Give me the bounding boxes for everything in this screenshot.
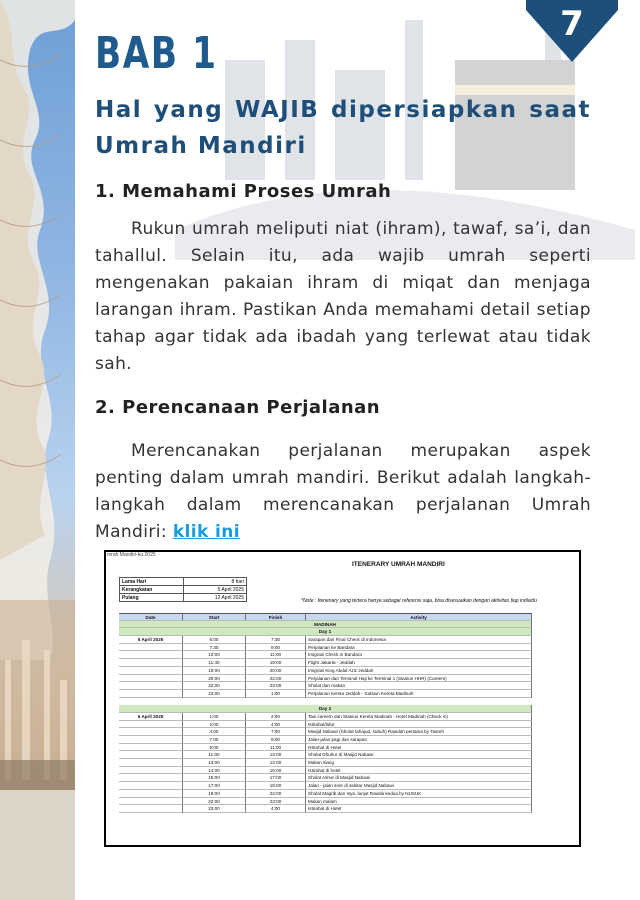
cell-date [119, 751, 183, 759]
trip-summary-value: 12 April 2025 [184, 594, 247, 602]
cell-start: 4:00 [183, 728, 246, 736]
cell-finish: 23:00 [246, 798, 306, 806]
table-header-row [119, 613, 532, 621]
section-1-body [95, 216, 591, 378]
table-row [119, 744, 532, 752]
cell-finish: 22:00 [246, 675, 306, 683]
cell-activity: Imigrasi King Abdul Aziz Jeddah [306, 667, 532, 675]
table-row [119, 790, 532, 798]
table-row [119, 805, 532, 813]
cell-date [119, 790, 183, 798]
cell-activity: Istirahat di Hotel [306, 744, 532, 752]
section-2-body [95, 438, 591, 546]
cell-activity: Sholat dan makan [306, 682, 532, 690]
cell-start: 23:00 [183, 690, 246, 698]
cell-date [119, 744, 183, 752]
cell-date [119, 767, 183, 775]
cell-date [119, 759, 183, 767]
page-heading: Hal yang WAJIB dipersiapkan saat Umrah Mandiri [95, 97, 591, 159]
table-row [119, 767, 532, 775]
cell-finish: 15:00 [246, 767, 306, 775]
cell-finish: 11:00 [246, 744, 306, 752]
cell-date [119, 644, 183, 652]
spreadsheet-title: ITENERARY UMRAH MANDIRI [352, 561, 445, 568]
cell-date: 6 April 2025 [119, 713, 183, 721]
cell-finish: 1:00 [246, 690, 306, 698]
day-label: Day 2 [119, 705, 532, 713]
cell-date [119, 782, 183, 790]
header-activity: Activity [306, 614, 532, 621]
cell-activity: Istirahat di hotel [306, 767, 532, 775]
cell-date: 5 April 2025 [119, 636, 183, 644]
section-2-title: 2. Perencanaan Perjalanan [95, 397, 381, 418]
cell-start: 18:00 [183, 790, 246, 798]
city-row [119, 621, 532, 629]
table-row [119, 644, 532, 652]
cell-date [119, 721, 183, 729]
table-row [119, 667, 532, 675]
trip-summary-row [120, 594, 247, 602]
trip-summary-value: 8 hari [184, 578, 247, 586]
cell-start: 10:00 [183, 651, 246, 659]
cell-finish: 20:00 [246, 667, 306, 675]
city-label: MADINAH [119, 621, 532, 629]
decorative-photo-strip [0, 0, 75, 900]
cell-start: 7:30 [183, 644, 246, 652]
trip-summary-value: 5 April 2025 [184, 586, 247, 594]
table-row [119, 690, 532, 698]
cell-finish: 9:00 [246, 736, 306, 744]
cell-activity: Perjalanan kereta Jeddah - Satsiun Kereta Madinah [306, 690, 532, 698]
trip-summary-row [120, 586, 247, 594]
table-spacer [119, 698, 532, 706]
cell-activity: Sholat Ashar di Masjid Nabawi [306, 774, 532, 782]
cell-finish: 7:30 [246, 636, 306, 644]
chapter-title: BAB 1 [95, 28, 218, 79]
cell-start: 7:00 [183, 736, 246, 744]
table-row [119, 728, 532, 736]
cell-activity: Makan siang [306, 759, 532, 767]
header-date: Date [119, 614, 183, 621]
spreadsheet-note: *Note : Itenenary yang tertera hanya sebagai referensi saja, bisa disesuaikan dengan aktivitas tiap individu [301, 598, 537, 604]
cell-finish: 9:00 [246, 644, 306, 652]
table-row [119, 651, 532, 659]
cell-activity: Sholat Dhuhur di Masjid Nabawi [306, 751, 532, 759]
cell-date [119, 798, 183, 806]
trip-summary-row [120, 578, 247, 586]
itinerary-link[interactable]: klik ini [172, 522, 240, 542]
cell-date [119, 736, 183, 744]
table-row [119, 721, 532, 729]
cell-activity: Makan malam [306, 798, 532, 806]
header-finish: Finish [246, 614, 306, 621]
page-number-badge [526, 0, 618, 62]
table-row [119, 682, 532, 690]
table-row [119, 751, 532, 759]
table-row [119, 774, 532, 782]
cell-date [119, 774, 183, 782]
cell-finish: 14:00 [246, 759, 306, 767]
cell-start: 2:00 [183, 721, 246, 729]
cell-finish: 23:00 [246, 682, 306, 690]
cell-finish: 17:00 [246, 774, 306, 782]
cell-finish: 4:00 [246, 721, 306, 729]
cell-finish: 18:00 [246, 782, 306, 790]
cell-date [119, 682, 183, 690]
itinerary-spreadsheet [104, 550, 581, 847]
day-row [119, 628, 532, 636]
table-row [119, 659, 532, 667]
cell-date [119, 728, 183, 736]
day-row [119, 705, 532, 713]
cell-start: 20:00 [183, 675, 246, 683]
cell-date [119, 659, 183, 667]
cell-activity: Flight Jakarta - Jeddah [306, 659, 532, 667]
trip-summary-key: Lama Hari [120, 578, 184, 586]
cell-finish: 22:00 [246, 790, 306, 798]
cell-start: 6:00 [183, 636, 246, 644]
spreadsheet-corner-label: mrah Mandiri-ku 2025 [107, 552, 156, 558]
section-2-text: Merencanakan perjalanan merupakan aspek penting dalam umrah mandiri. Berikut adalah langkah-langkah dalam merencanakan perjalanan Umrah Mandiri: [95, 441, 591, 542]
cell-start: 17:00 [183, 782, 246, 790]
cell-finish: 7:00 [246, 728, 306, 736]
cell-activity: Taxi careem dan Stasiun Kereta Madinah - Hotel Madinah (Check in) [306, 713, 532, 721]
page-number: 7 [560, 4, 584, 44]
cell-finish: 2:00 [246, 713, 306, 721]
table-row [119, 759, 532, 767]
cell-activity: Jalan - jalan sore di sekitar Masjid Nabawi [306, 782, 532, 790]
itinerary-table [119, 613, 532, 813]
trip-summary-table [119, 577, 247, 602]
header-start: Start [183, 614, 246, 621]
cell-finish: 4:00 [246, 805, 306, 813]
table-row [119, 798, 532, 806]
cell-start: 1:00 [183, 713, 246, 721]
cell-date [119, 667, 183, 675]
cell-activity: Perjalanan dari Terminal Haji ke Terminal 1 (Stasiun HHR) (Careem) [306, 675, 532, 683]
cell-activity: Istirahat/tidur [306, 721, 532, 729]
cell-activity: Jalan-jalan pagi dan sarapan [306, 736, 532, 744]
cell-date [119, 805, 183, 813]
cell-activity: Masjid Nabawi (Sholat tahajud, subuh) Rawdah pertama by Tasreh [306, 728, 532, 736]
cell-activity: Sarapan dan Final Check di Indonesia [306, 636, 532, 644]
cell-start: 23:00 [183, 805, 246, 813]
itinerary-days [119, 628, 532, 813]
cell-date [119, 651, 183, 659]
cell-activity: Istirahat di Hotel [306, 805, 532, 813]
section-1-title: 1. Memahami Proses Umrah [95, 181, 392, 202]
cell-start: 22:00 [183, 798, 246, 806]
cell-finish: 11:00 [246, 651, 306, 659]
cell-finish: 19:00 [246, 659, 306, 667]
table-row [119, 782, 532, 790]
cell-start: 14:00 [183, 767, 246, 775]
trip-summary-key: Kerangkatan [120, 586, 184, 594]
table-row [119, 675, 532, 683]
mosque-umbrella-illustration [0, 0, 75, 900]
cell-start: 19:00 [183, 667, 246, 675]
trip-summary-key: Pulang [120, 594, 184, 602]
cell-activity: Perjalanan ke Bandara [306, 644, 532, 652]
cell-activity: Imigrasi Check in Bandara [306, 651, 532, 659]
cell-start: 9:00 [183, 744, 246, 752]
cell-date [119, 690, 183, 698]
cell-start: 15:00 [183, 774, 246, 782]
table-row [119, 636, 532, 644]
table-row [119, 736, 532, 744]
cell-start: 11:00 [183, 751, 246, 759]
table-row [119, 713, 532, 721]
cell-start: 11:40 [183, 659, 246, 667]
cell-activity: Sholat Magrib dan Isya, lanjut Rawda kedua by NUSUK [306, 790, 532, 798]
cell-start: 22:00 [183, 682, 246, 690]
cell-date [119, 675, 183, 683]
day-label: Day 1 [119, 628, 532, 636]
cell-finish: 13:00 [246, 751, 306, 759]
section-1-text: Rukun umrah meliputi niat (ihram), tawaf, sa’i, dan tahallul. Selain itu, ada wajib umrah seperti mengenakan pakaian ihram di miqat dan menjaga larangan ihram. Pastikan Anda memahami detail setiap tahap agar tidak ada ibadah yang terlewat atau tidak sah. [95, 219, 591, 374]
cell-start: 13:00 [183, 759, 246, 767]
